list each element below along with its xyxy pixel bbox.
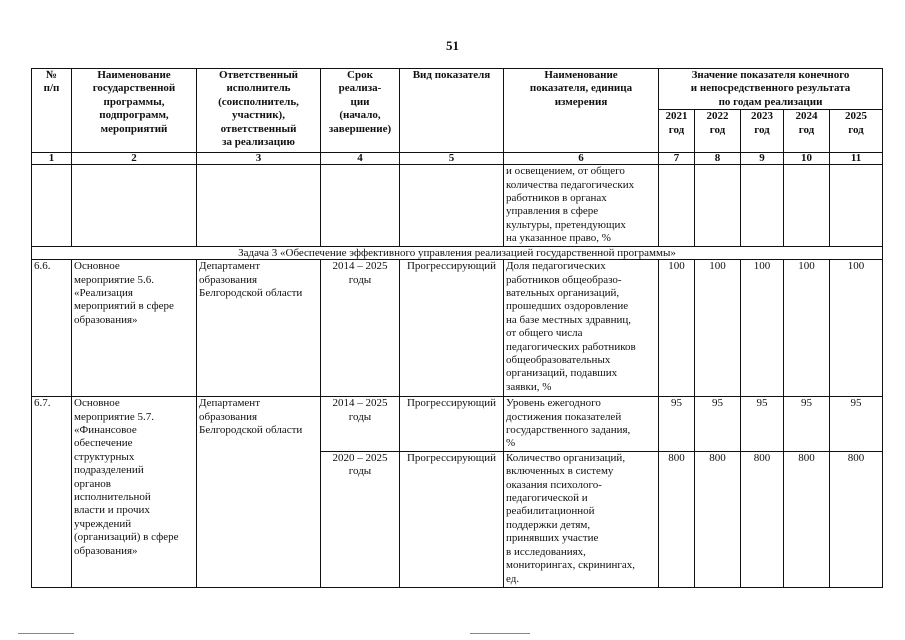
row-value: 800 xyxy=(741,451,784,587)
header-executor: Ответственный исполнитель (соисполнитель, участник), ответственный за реализацию xyxy=(197,69,321,153)
column-number: 10 xyxy=(784,153,830,165)
scan-edge-mark xyxy=(470,633,530,634)
continuation-text: и освещением, от общего количества педагогических работников в органах управления в сфере культуры, претендующих на указанное право, % xyxy=(504,165,659,247)
header-year: 2021 год xyxy=(659,110,695,153)
header-row xyxy=(32,69,883,110)
table-row xyxy=(32,260,883,397)
row-term: 2014 – 2025 годы xyxy=(321,397,400,452)
column-number: 3 xyxy=(197,153,321,165)
row-value: 800 xyxy=(784,451,830,587)
indicators-table xyxy=(31,68,883,588)
row-executor: Департамент образования Белгородской области xyxy=(197,260,321,397)
header-num: № п/п xyxy=(32,69,72,153)
column-number: 9 xyxy=(741,153,784,165)
row-type: Прогрессирующий xyxy=(400,451,504,587)
column-number: 2 xyxy=(72,153,197,165)
row-value: 95 xyxy=(659,397,695,452)
header-indicator-type: Вид показателя xyxy=(400,69,504,153)
row-executor: Департамент образования Белгородской области xyxy=(197,397,321,588)
column-number: 7 xyxy=(659,153,695,165)
header-indicator-name: Наименование показателя, единица измерения xyxy=(504,69,659,153)
task-row xyxy=(32,247,883,260)
column-number: 4 xyxy=(321,153,400,165)
row-indicator: Количество организаций, включенных в систему оказания психолого- педагогической и реабилитационной поддержки детям, принявших участие в исследованиях, мониторингах, скринингах, ед. xyxy=(504,451,659,587)
column-number: 1 xyxy=(32,153,72,165)
column-number: 6 xyxy=(504,153,659,165)
row-value: 100 xyxy=(659,260,695,397)
task-title: Задача 3 «Обеспечение эффективного управления реализацией государственной программы» xyxy=(32,247,883,260)
row-name: Основное мероприятие 5.7. «Финансовое обеспечение структурных подразделений органов исполнительной власти и прочих учреждений (организаций) в сфере образования» xyxy=(72,397,197,588)
header-year: 2023 год xyxy=(741,110,784,153)
page-number: 51 xyxy=(446,38,459,53)
row-term: 2014 – 2025 годы xyxy=(321,260,400,397)
row-value: 800 xyxy=(830,451,883,587)
row-name: Основное мероприятие 5.6. «Реализация мероприятий в сфере образования» xyxy=(72,260,197,397)
row-value: 100 xyxy=(695,260,741,397)
row-type: Прогрессирующий xyxy=(400,397,504,452)
scan-edge-mark xyxy=(18,633,74,634)
header-year: 2024 год xyxy=(784,110,830,153)
row-value: 100 xyxy=(741,260,784,397)
row-value: 100 xyxy=(784,260,830,397)
table-row xyxy=(32,397,883,452)
row-type: Прогрессирующий xyxy=(400,260,504,397)
header-term: Срок реализа- ции (начало, завершение) xyxy=(321,69,400,153)
header-values-group: Значение показателя конечного и непосредственного результата по годам реализации xyxy=(659,69,883,110)
column-numbers-row xyxy=(32,153,883,165)
header-year: 2022 год xyxy=(695,110,741,153)
header-year: 2025 год xyxy=(830,110,883,153)
row-value: 95 xyxy=(741,397,784,452)
header-name: Наименование государственной программы, подпрограмм, мероприятий xyxy=(72,69,197,153)
column-number: 5 xyxy=(400,153,504,165)
row-value: 100 xyxy=(830,260,883,397)
row-term: 2020 – 2025 годы xyxy=(321,451,400,587)
row-value: 95 xyxy=(784,397,830,452)
row-indicator: Уровень ежегодного достижения показателей государственного задания, % xyxy=(504,397,659,452)
row-num: 6.7. xyxy=(32,397,72,588)
row-value: 800 xyxy=(659,451,695,587)
row-indicator: Доля педагогических работников общеобразо- вательных организаций, прошедших оздоровление на базе местных здравниц, от общего числа педагогических работников общеобразовательных организаций, подавших заявки, % xyxy=(504,260,659,397)
row-value: 800 xyxy=(695,451,741,587)
column-number: 8 xyxy=(695,153,741,165)
row-value: 95 xyxy=(695,397,741,452)
continuation-row xyxy=(32,165,883,247)
column-number: 11 xyxy=(830,153,883,165)
row-num: 6.6. xyxy=(32,260,72,397)
row-value: 95 xyxy=(830,397,883,452)
